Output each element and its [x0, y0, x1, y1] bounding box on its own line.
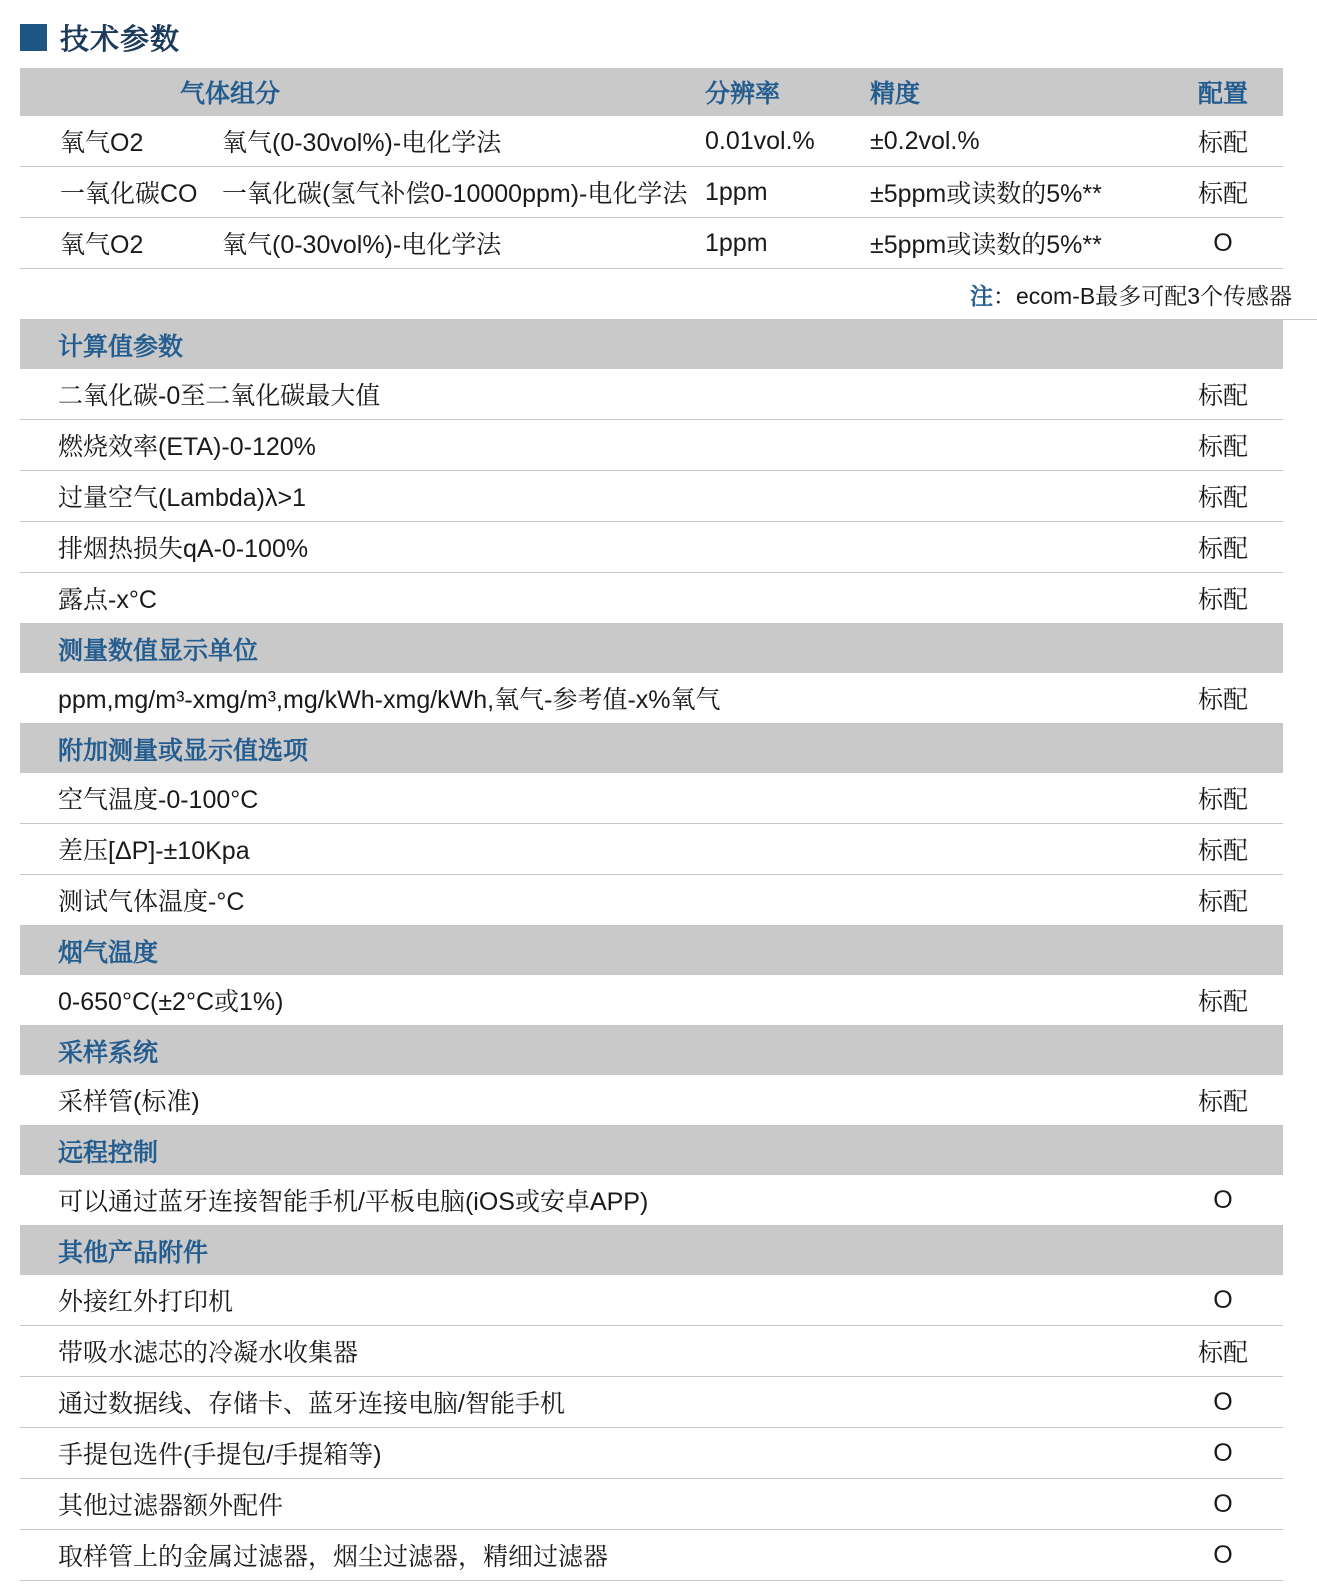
section-header [20, 320, 1283, 369]
gas-resolution: 1ppm [705, 177, 768, 206]
spec-config: 标配 [1197, 888, 1248, 916]
section-header [20, 1226, 1283, 1275]
spec-config: O [1213, 1540, 1233, 1569]
spec-text: 手提包选件(手提包/手提箱等) [58, 1441, 382, 1469]
spec-text: ppm,mg/m³-xmg/m³,mg/kWh-xmg/kWh,氧气-参考值-x%氧气 [58, 686, 721, 714]
gas-table-body [20, 116, 1283, 269]
spec-config: O [1213, 1185, 1233, 1214]
spec-row [20, 773, 1283, 824]
gas-accuracy: ±5ppm或读数的5%** [870, 231, 1102, 259]
header-gas-component: 气体组分 [180, 80, 281, 108]
spec-row [20, 875, 1283, 926]
section-title: 烟气温度 [58, 938, 159, 967]
spec-row [20, 673, 1283, 724]
spec-row [20, 471, 1283, 522]
spec-text: 差压[ΔP]-±10Kpa [58, 837, 250, 865]
gas-name: 氧气O2 [60, 129, 144, 157]
gas-config: 标配 [1197, 129, 1248, 157]
section-title: 其他产品附件 [58, 1238, 209, 1267]
gas-description: 氧气(0-30vol%)-电化学法 [222, 231, 502, 259]
spec-text: 二氧化碳-0至二氧化碳最大值 [58, 382, 381, 410]
gas-table-row [20, 167, 1283, 218]
note-label: 注 [969, 282, 993, 309]
spec-row [20, 369, 1283, 420]
spec-text: 测试气体温度-°C [58, 888, 245, 916]
spec-text: 露点-x°C [58, 586, 157, 614]
note-text: ：ecom-B最多可配3个传感器 [992, 282, 1292, 309]
header-accuracy: 精度 [870, 80, 921, 108]
spec-text: 通过数据线、存储卡、蓝牙连接电脑/智能手机 [58, 1390, 565, 1418]
spec-row [20, 1530, 1283, 1581]
spec-text: 取样管上的金属过滤器，烟尘过滤器，精细过滤器 [58, 1543, 609, 1571]
spec-row [20, 824, 1283, 875]
gas-resolution: 0.01vol.% [705, 126, 815, 155]
gas-resolution: 1ppm [705, 228, 768, 257]
gas-accuracy: ±5ppm或读数的5%** [870, 180, 1102, 208]
spec-config: 标配 [1197, 433, 1248, 461]
spec-row [20, 1479, 1283, 1530]
section-header [20, 1026, 1283, 1075]
spec-config: O [1213, 1387, 1233, 1416]
spec-row [20, 1377, 1283, 1428]
spec-config: 标配 [1197, 1088, 1248, 1116]
spec-row [20, 1326, 1283, 1377]
spec-config: O [1213, 1489, 1233, 1518]
spec-row [20, 1175, 1283, 1226]
gas-accuracy: ±0.2vol.% [870, 126, 980, 155]
spec-config: O [1213, 1438, 1233, 1467]
gas-config: 标配 [1197, 180, 1248, 208]
gas-table-row [20, 218, 1283, 269]
section-title: 远程控制 [58, 1138, 159, 1167]
spec-text: 燃烧效率(ETA)-0-120% [58, 433, 316, 461]
section-title: 附加测量或显示值选项 [58, 736, 309, 765]
section-title: 采样系统 [58, 1038, 159, 1067]
header-config: 配置 [1197, 80, 1248, 108]
spec-text: 过量空气(Lambda)λ>1 [58, 484, 306, 512]
spec-config: 标配 [1197, 786, 1248, 814]
spec-text: 采样管(标准) [58, 1088, 200, 1116]
spec-config: 标配 [1197, 535, 1248, 563]
section-header [20, 724, 1283, 773]
spec-config: 标配 [1197, 988, 1248, 1016]
gas-name: 氧气O2 [60, 231, 144, 259]
spec-config: 标配 [1197, 586, 1248, 614]
spec-text: 空气温度-0-100°C [58, 786, 259, 814]
spec-text: 可以通过蓝牙连接智能手机/平板电脑(iOS或安卓APP) [58, 1188, 649, 1216]
section-header [20, 624, 1283, 673]
spec-config: 标配 [1197, 484, 1248, 512]
spec-table [20, 68, 1292, 1581]
spec-row [20, 573, 1283, 624]
title-square-icon [20, 24, 47, 51]
spec-config: O [1213, 1285, 1233, 1314]
spec-config: 标配 [1197, 837, 1248, 865]
gas-name: 一氧化碳CO [60, 180, 198, 208]
gas-description: 一氧化碳(氢气补偿0-10000ppm)-电化学法 [222, 180, 688, 208]
spec-row [20, 522, 1283, 573]
spec-row [20, 1075, 1283, 1126]
section-header [20, 926, 1283, 975]
spec-row [20, 1275, 1283, 1326]
spec-text: 排烟热损失qA-0-100% [58, 535, 309, 563]
spec-text: 带吸水滤芯的冷凝水收集器 [58, 1339, 359, 1367]
section-title: 计算值参数 [58, 332, 184, 361]
spec-text: 外接红外打印机 [58, 1288, 234, 1316]
spec-config: 标配 [1197, 1339, 1248, 1367]
section-title: 测量数值显示单位 [58, 636, 259, 665]
section-header [20, 1126, 1283, 1175]
spec-text: 其他过滤器额外配件 [58, 1492, 284, 1520]
gas-table-row [20, 116, 1283, 167]
spec-row [20, 1428, 1283, 1479]
spec-config: 标配 [1197, 382, 1248, 410]
gas-config: O [1213, 228, 1233, 257]
gas-description: 氧气(0-30vol%)-电化学法 [222, 129, 502, 157]
page-title-row [0, 0, 1317, 56]
spec-text: 0-650°C(±2°C或1%) [58, 988, 284, 1016]
header-resolution: 分辨率 [705, 80, 781, 108]
spec-row [20, 975, 1283, 1026]
note-row [20, 269, 1317, 320]
spec-row [20, 420, 1283, 471]
spec-sections [20, 320, 1283, 1581]
page-title: 技术参数 [60, 23, 181, 56]
spec-config: 标配 [1197, 686, 1248, 714]
gas-table-header [20, 68, 1283, 116]
